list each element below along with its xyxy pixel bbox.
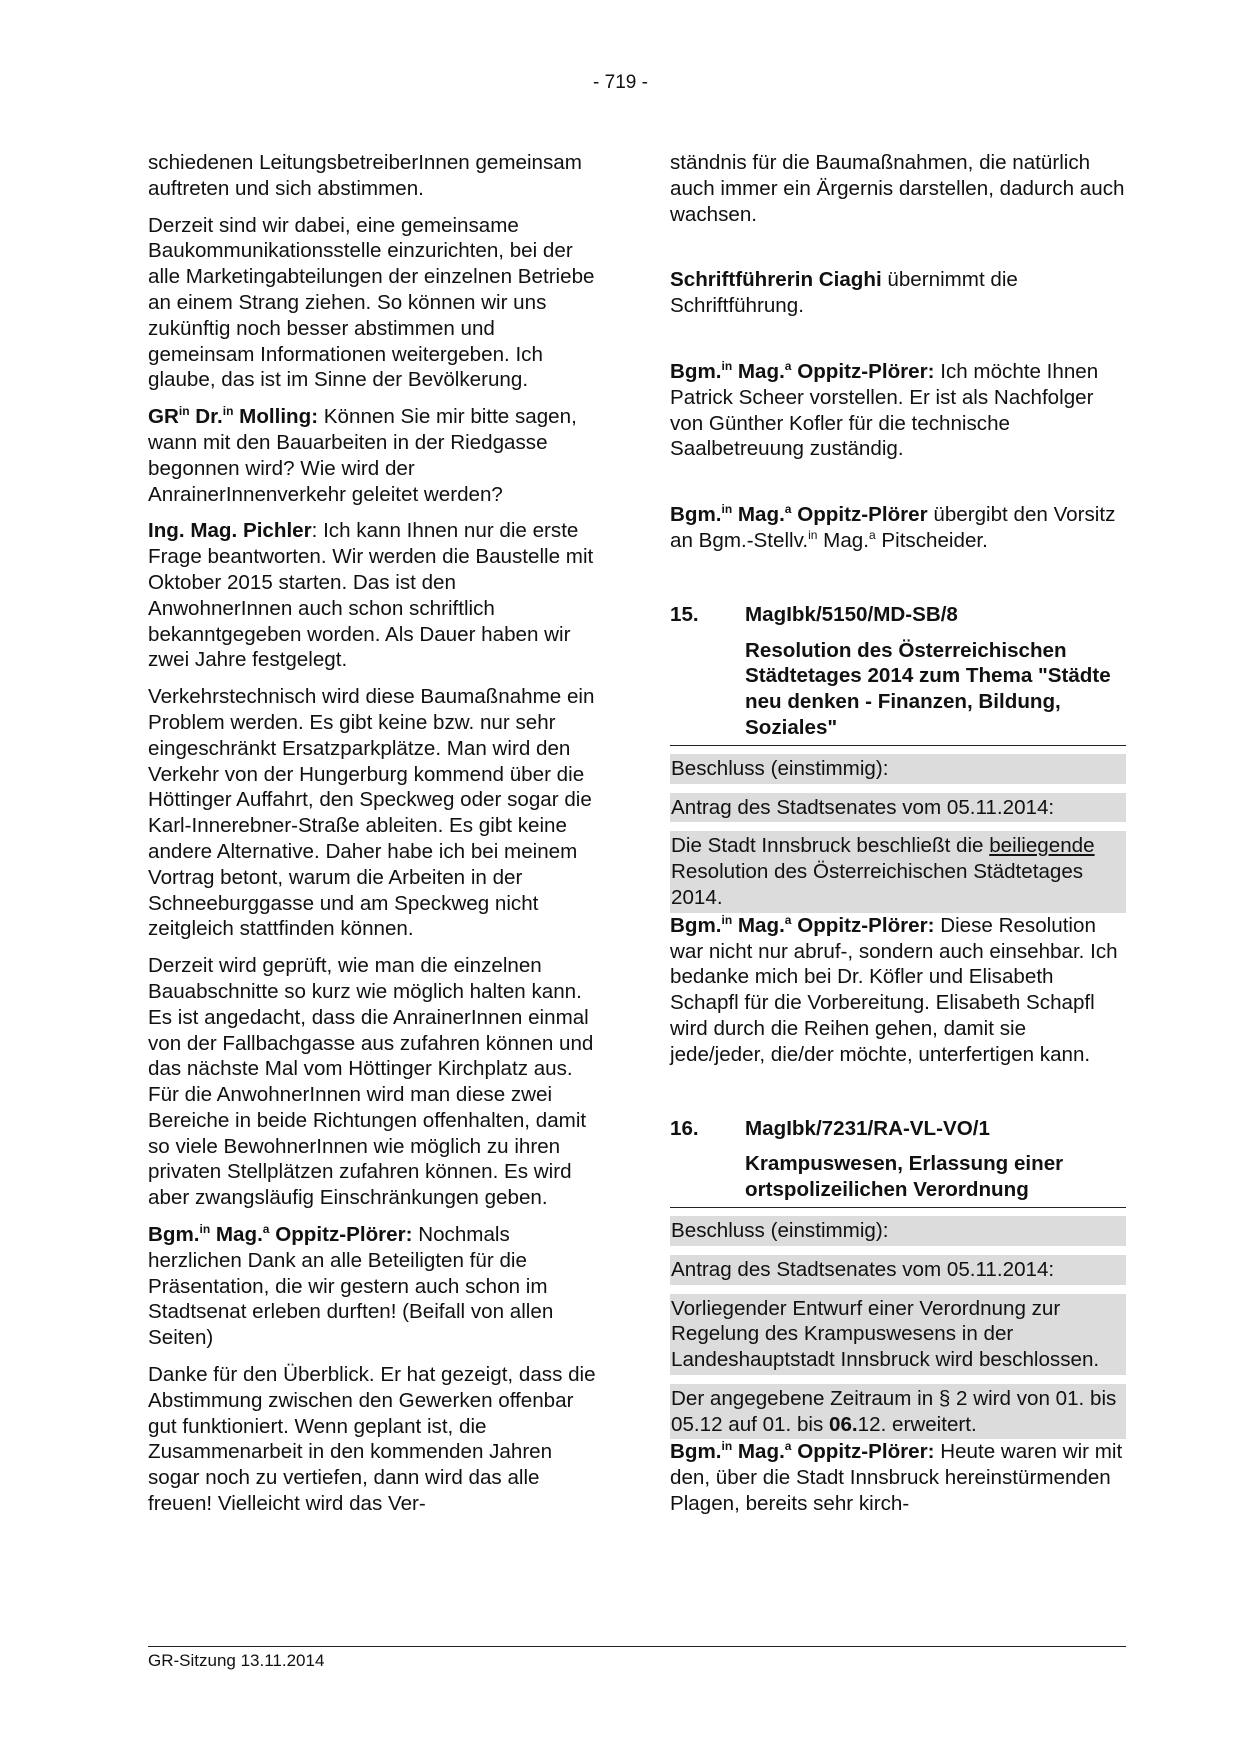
speaker-name: Ing. Mag. Pichler (148, 519, 312, 543)
agenda-title: Krampuswesen, Erlassung einer ortspolizeilichen Verordnung (670, 1151, 1126, 1208)
decision-box: Beschluss (einstimmig): (670, 754, 1126, 784)
paragraph-mayor: Bgm.$^{in}$ Mag.$^a$ Oppitz-Plörer: Diese Resolution war nicht nur abruf-, sondern auch einsehbar. Ich bedanke mich bei Dr. Köfler und Elisabeth Schapfl für die Vorbereitung. Elisabeth Schapfl wird durch die Reihen gehen, damit sie jede/jeder, die/der möchte, unterfertigen kann. (670, 912, 1118, 1066)
speaker-name: Bgm.$^{in}$ Mag.$^a$ Oppitz-Plörer: (148, 1222, 413, 1247)
agenda-number: 16. (670, 1116, 699, 1140)
paragraph-mayor: Bgm.$^{in}$ Mag.$^a$ Oppitz-Plörer: Ich möchte Ihnen Patrick Scheer vorstellen. Er ist als Nachfolger von Günther Kofler für die technische Saalbetreuung zuständig. (670, 358, 1099, 461)
paragraph-mayor: Bgm.$^{in}$ Mag.$^a$ Oppitz-Plörer: Heute waren wir mit den, über die Stadt Innsbruck hereinstürmenden Plagen, bereits sehr kirch- (670, 1439, 1123, 1516)
paragraph: Derzeit wird geprüft, wie man die einzelnen Bauabschnitte so kurz wie möglich halten kann. Es ist angedacht, dass die AnrainerInnen einmal von der Fallbachgasse aus zufahren können und das nächste Mal vom Höttinger Kirchplatz aus. Für die AnwohnerInnen wird man diese zwei Bereiche in beide Richtungen offenhalten, damit so viele BewohnerInnen wie möglich zu ihren privaten Stellplätzen zufahren können. Es wird aber zwangsläufig Einschränkungen geben. (148, 954, 594, 1210)
page-number: - 719 - (593, 72, 648, 93)
period-box: Der angegebene Zeitraum in § 2 wird von 01. bis 05.12 auf 01. bis 06.12. erweitert. (670, 1384, 1126, 1440)
agenda-title: Resolution des Österreichischen Städtetages 2014 zum Thema "Städte neu denken - Finanzen, Bildung, Soziales" (670, 638, 1126, 746)
speaker-name: Schriftführerin Ciaghi (670, 268, 882, 292)
speaker-name: Bgm.$^{in}$ Mag.$^a$ Oppitz-Plörer: (670, 358, 935, 383)
paragraph: ständnis für die Baumaßnahmen, die natürlich auch immer ein Ärgernis darstellen, dadurch auch wachsen. (670, 151, 1125, 226)
paragraph-molling: $GR^{in}$ Dr.$^{in}$ Molling: Können Sie mir bitte sagen, wann mit den Bauarbeiten in der Riedgasse begonnen wird? Wie wird der AnrainerInnenverkehr geleitet werden? (148, 404, 577, 506)
left-column (148, 150, 600, 1528)
speaker-name: Bgm.$^{in}$ Mag.$^a$ Oppitz-Plörer: (670, 912, 935, 937)
agenda-code: MagIbk/7231/RA-VL-VO/1 (745, 1116, 990, 1140)
paragraph-pichler: Ing. Mag. Pichler: Ich kann Ihnen nur die erste Frage beantworten. Wir werden die Baustelle mit Oktober 2015 starten. Das ist den AnwohnerInnen auch schon schriftlich bekanntgegeben worden. Als Dauer haben wir zwei Jahre festgelegt. (148, 519, 594, 672)
resolution-link: beiliegende (989, 834, 1095, 858)
motion-box: Antrag des Stadtsenates vom 05.11.2014: (670, 793, 1126, 823)
paragraph-ciaghi: Schriftführerin Ciaghi übernimmt die Schriftführung. (670, 268, 1018, 318)
agenda-item-15-header (670, 602, 1126, 628)
footer-divider (148, 1646, 1126, 1647)
speaker-name: $GR^{in}$ Dr.$^{in}$ Molling: (148, 404, 319, 429)
paragraph-mayor: Bgm.$^{in}$ Mag.$^a$ Oppitz-Plörer übergibt den Vorsitz an Bgm.-Stellv.$^{in}$ Mag.$^a$ Pitscheider. (670, 502, 1116, 552)
motion-box: Antrag des Stadtsenates vom 05.11.2014: (670, 1255, 1126, 1285)
agenda-number: 15. (670, 602, 699, 626)
agenda-code: MagIbk/5150/MD-SB/8 (745, 602, 958, 626)
paragraph: Danke für den Überblick. Er hat gezeigt, dass die Abstimmung zwischen den Gewerken offenbar gut funktioniert. Wenn geplant ist, die Zusammenarbeit in den kommenden Jahren sogar noch zu vertiefen, dann wird das alle freuen! Vielleicht wird das Ver- (148, 1363, 596, 1516)
resolution-box: Die Stadt Innsbruck beschließt die beiliegende Resolution des Österreichischen Städtetages 2014. (670, 831, 1126, 912)
decision-box: Beschluss (einstimmig): (670, 1216, 1126, 1246)
paragraph: schiedenen LeitungsbetreiberInnen gemeinsam auftreten und sich abstimmen. (148, 151, 582, 200)
right-column (670, 150, 1126, 1517)
agenda-item-16-header (670, 1116, 1126, 1142)
resolution-box: Vorliegender Entwurf einer Verordnung zur Regelung des Krampuswesens in der Landeshauptstadt Innsbruck wird beschlossen. (670, 1294, 1126, 1375)
paragraph-mayor: Bgm.$^{in}$ Mag.$^a$ Oppitz-Plörer: Nochmals herzlichen Dank an alle Beteiligten für die Präsentation, die wir gestern auch schon im Stadtsenat erleben durften! (Beifall von allen Seiten) (148, 1222, 554, 1350)
paragraph: Derzeit sind wir dabei, eine gemeinsame Baukommunikationsstelle einzurichten, bei der alle Marketingabteilungen der einzelnen Betriebe an einem Strang ziehen. So können wir uns zukünftig noch besser abstimmen und gemeinsam Informationen weitergeben. Ich glaube, das ist im Sinne der Bevölkerung. (148, 213, 595, 392)
speaker-name: Bgm.$^{in}$ Mag.$^a$ Oppitz-Plörer: (670, 1439, 935, 1464)
footer-session-date: GR-Sitzung 13.11.2014 (148, 1651, 325, 1670)
speaker-name: Bgm.$^{in}$ Mag.$^a$ Oppitz-Plörer (670, 502, 928, 527)
paragraph: Verkehrstechnisch wird diese Baumaßnahme ein Problem werden. Es gibt keine bzw. nur sehr eingeschränkt Ersatzparkplätze. Man wird den Verkehr von der Hungerburg kommend über die Höttinger Auffahrt, den Speckweg oder sogar die Karl-Innerebner-Straße ableiten. Es gibt keine andere Alternative. Daher habe ich bei meinem Vortrag betont, warum die Arbeiten in der Schneeburggasse und am Speckweg nicht zeitgleich stattfinden können. (148, 685, 595, 941)
